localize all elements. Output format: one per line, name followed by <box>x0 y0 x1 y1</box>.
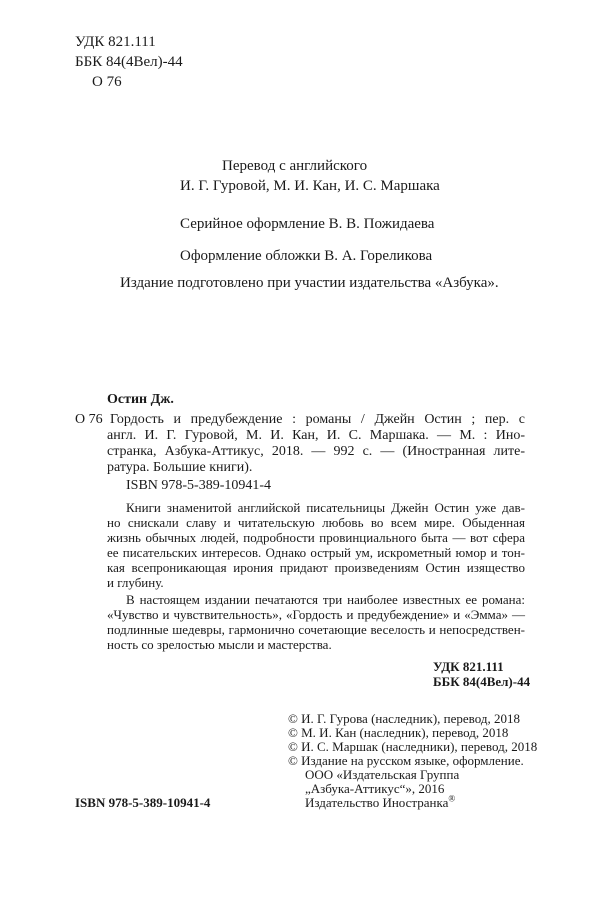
catalog-sign: О 76 <box>75 412 103 427</box>
prepared-note: Издание подготовлено при участии издательства «Азбука». <box>120 275 499 291</box>
copyright-line: © И. Г. Гурова (наследник), перевод, 2018 <box>288 711 520 726</box>
udk-code: УДК 821.111 <box>75 34 156 50</box>
annotation-line: и глубину. <box>107 575 164 590</box>
translators: И. Г. Гуровой, М. И. Кан, И. С. Маршака <box>180 178 440 194</box>
annotation-line: кая всепроникающая ирония придают произведениям Остин изящество <box>107 560 525 575</box>
footer-bbk: ББК 84(4Вел)-44 <box>433 674 531 689</box>
author-sign: О 76 <box>92 74 122 90</box>
annotation-line: «Чувство и чувствительность», «Гордость и предубеждение» и «Эмма» — <box>107 607 525 622</box>
catalog-isbn: ISBN 978-5-389-10941-4 <box>126 478 272 493</box>
annotation-line: подлинные шедевры, гармонично сочетающие веселость и непосредствен- <box>107 622 525 637</box>
copyright-line: ООО «Издательская Группа <box>305 767 460 782</box>
catalog-line: странка, Азбука-Аттикус, 2018. — 992 с. — (Иностранная лите- <box>107 444 525 459</box>
publisher-name: Издательство Иностранка <box>305 795 449 810</box>
catalog-line: ратура. Большие книги). <box>107 460 253 475</box>
copyright-line: „Азбука-Аттикус“», 2016 <box>305 781 445 796</box>
series-design: Серийное оформление В. В. Пожидаева <box>180 216 435 232</box>
footer-udk: УДК 821.111 <box>433 659 504 674</box>
catalog-author: Остин Дж. <box>107 392 174 407</box>
registered-mark: ® <box>448 793 456 804</box>
annotation-line: ность со зрелостью мысли и мастерства. <box>107 637 332 652</box>
translation-label: Перевод с английского <box>222 158 368 174</box>
catalog-line: Гордость и предубеждение : романы / Джейн Остин ; пер. с <box>110 412 525 427</box>
copyright-line: © Издание на русском языке, оформление. <box>288 753 524 768</box>
annotation-line: жизнь обычных людей, подробности провинциального быта — вот сфера <box>107 530 525 545</box>
annotation-line: ее писательских интересов. Однако острый ум, искрометный юмор и тон- <box>107 545 525 560</box>
annotation-line: В настоящем издании печатаются три наиболее известных ее романа: <box>126 592 525 607</box>
catalog-line: англ. И. Г. Гуровой, М. И. Кан, И. С. Маршака. — М. : Ино- <box>107 428 525 443</box>
publisher-line <box>305 793 456 810</box>
bottom-isbn: ISBN 978-5-389-10941-4 <box>75 795 211 810</box>
copyright-line: © И. С. Маршак (наследники), перевод, 2018 <box>288 739 538 754</box>
annotation-line: Книги знаменитой английской писательницы Джейн Остин уже дав- <box>126 500 525 515</box>
cover-design: Оформление обложки В. А. Гореликова <box>180 248 433 264</box>
bbk-code: ББК 84(4Вел)-44 <box>75 54 183 70</box>
copyright-line: © М. И. Кан (наследник), перевод, 2018 <box>288 725 509 740</box>
annotation-line: но снискали славу и читательскую любовь во всем мире. Обыденная <box>107 515 525 530</box>
